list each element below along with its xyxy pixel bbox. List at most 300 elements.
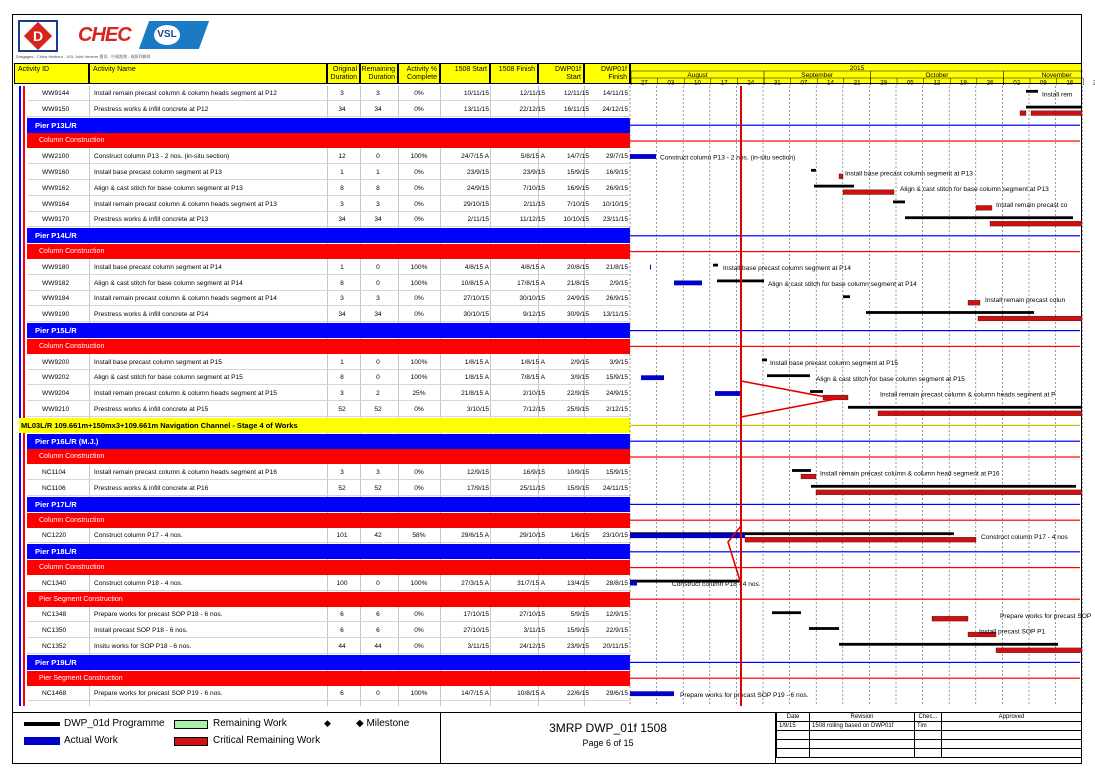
- legend-actual-swatch: [24, 737, 60, 745]
- finish-date: 16/9/15: [523, 469, 545, 477]
- finish-date: 17/8/15 A: [517, 279, 545, 287]
- chec-logo: CHEC: [78, 24, 131, 46]
- activity-id: WW9182: [42, 279, 70, 287]
- col-header-dwp-finish[interactable]: DWP01f Finish: [584, 63, 630, 84]
- legend-actual-label: Actual Work: [64, 735, 118, 746]
- activity-row[interactable]: [27, 149, 630, 164]
- dwp-finish-date: 12/9/15: [606, 611, 628, 619]
- activity-id: WW9200: [42, 358, 70, 366]
- original-duration: 44: [338, 643, 346, 650]
- wbs-name: Column Construction: [39, 453, 105, 461]
- col-header-activity-name[interactable]: Activity Name: [89, 63, 327, 84]
- activity-row[interactable]: [27, 102, 630, 117]
- dwp-finish-date: 14/11/15: [602, 90, 628, 97]
- dwp-start-date: 14/7/15: [567, 153, 589, 161]
- gantt-svg: [630, 86, 1092, 706]
- dwp-start-date: 12/11/15: [563, 90, 589, 97]
- gantt-bar: [1020, 111, 1026, 116]
- wbs-group-row[interactable]: [27, 434, 630, 449]
- remaining-duration: 3: [376, 90, 380, 97]
- activity-id: WW9210: [42, 406, 70, 413]
- activity-name: Install remain precast column & column heads segment at P16: [94, 469, 277, 477]
- timescale-week: 12: [933, 79, 941, 87]
- wbs-group-row[interactable]: [27, 323, 630, 338]
- timescale-svg: [631, 64, 1083, 85]
- activity-id: WW2100: [42, 153, 70, 161]
- activity-name: Prestress works & infill concrete at P13: [94, 216, 209, 224]
- wbs-name: Pier P18L/R: [35, 547, 77, 557]
- finish-date: 23/9/15: [523, 169, 545, 176]
- gantt-bar-label: Align & cast stitch for base column segment at P15: [816, 375, 965, 383]
- start-date: 14/7/15 A: [461, 690, 489, 698]
- gantt-group-band: [630, 441, 1080, 442]
- finish-date: 7/12/15: [523, 406, 545, 413]
- gantt-group-band: [630, 551, 1080, 552]
- activity-id: NC1340: [42, 579, 67, 587]
- dwp-finish-date: 29/7/15: [606, 153, 628, 161]
- activity-id: WW9202: [42, 374, 70, 382]
- legend-remaining-label: Remaining Work: [213, 718, 287, 729]
- original-duration: 100: [336, 579, 348, 587]
- gantt-bar-label: Install remain precast colun: [985, 296, 1066, 304]
- wbs-name: Pier P17L/R: [35, 499, 77, 509]
- remaining-duration: 34: [374, 311, 382, 319]
- dwp-start-date: 1/6/15: [570, 532, 589, 540]
- activity-name: Install base precast column segment at P15: [94, 358, 222, 366]
- gantt-bar-label: Construct column P18 - 4 nos.: [672, 581, 761, 589]
- col-header-pct-complete[interactable]: Activity % Complete: [398, 63, 440, 84]
- activity-id: NC1220: [42, 532, 67, 540]
- progress-line: [728, 381, 836, 584]
- timescale-week: 02: [1013, 79, 1021, 87]
- percent-complete: 0%: [414, 311, 424, 319]
- wbs-indent-bar: [18, 86, 27, 706]
- start-date: 21/8/15 A: [461, 390, 489, 398]
- dwp-start-date: 3/9/15: [570, 374, 589, 382]
- wbs-subgroup-row[interactable]: [27, 671, 630, 686]
- rev-description: 1508 rolling based on DWP01f: [810, 722, 915, 731]
- dwp-finish-date: 24/12/15: [602, 105, 628, 113]
- wbs-name: Pier Segment Construction: [39, 595, 123, 603]
- revision-block: [776, 712, 1082, 764]
- start-date: 24/9/15: [467, 184, 489, 192]
- activity-row[interactable]: [27, 386, 630, 401]
- wbs-stage-row[interactable]: [19, 418, 630, 433]
- rev-approved: [942, 722, 1082, 731]
- dwp-start-date: 16/9/15: [567, 184, 589, 192]
- activity-name: Align & cast stitch for base column segment at P14: [94, 279, 243, 287]
- dwp-start-date: 10/9/15: [567, 469, 589, 477]
- start-date: 10/8/15 A: [461, 279, 489, 287]
- wbs-subgroup-row[interactable]: [27, 592, 630, 607]
- finish-date: 5/8/15 A: [520, 153, 545, 161]
- start-date: 17/9/15: [467, 485, 489, 492]
- activity-row[interactable]: [27, 212, 630, 227]
- dwp-start-date: 25/9/15: [567, 406, 589, 413]
- activity-name: Align & cast stitch for base column segment at P15: [94, 374, 243, 382]
- percent-complete: 0%: [414, 295, 424, 303]
- gantt-bar-label: Construct column P13 - 2 nos. (in-situ section): [660, 154, 796, 162]
- dwp-start-date: 10/10/15: [563, 216, 589, 224]
- wbs-group-row[interactable]: [27, 497, 630, 512]
- start-date: 17/10/15: [463, 611, 489, 619]
- gantt-bar: [1031, 111, 1082, 116]
- remaining-duration: 3: [376, 200, 380, 208]
- wbs-subgroup-row[interactable]: [27, 244, 630, 259]
- gantt-bar-label: Prepare works for precast SOP P19 - 6 nos.: [680, 691, 809, 699]
- timescale-week: 31: [773, 79, 781, 87]
- gantt-bar: [792, 469, 811, 472]
- wbs-name: Column Construction: [39, 137, 105, 145]
- gantt-group-band: [630, 425, 1080, 426]
- activity-name: Install remain precast column & column heads segment at P12: [94, 90, 277, 97]
- dwp-start-date: 13/4/15: [567, 579, 589, 587]
- finish-date: 25/11/15: [519, 485, 545, 492]
- gantt-bar: [650, 265, 651, 270]
- timescale-month: August: [687, 72, 708, 79]
- remaining-duration: 52: [374, 485, 382, 492]
- activity-name: Install precast SOP P18 - 6 nos.: [94, 627, 188, 635]
- gantt-group-band: [630, 520, 1080, 521]
- col-header-dwp-start[interactable]: DWP01f Start: [538, 63, 584, 84]
- gantt-bar-label: Install remain precast co: [996, 202, 1068, 209]
- activity-id: NC1350: [42, 627, 67, 635]
- gantt-bar: [811, 169, 816, 172]
- gantt-bar: [843, 295, 850, 298]
- activity-row[interactable]: [27, 86, 630, 101]
- rev-checked: Tim: [915, 722, 942, 731]
- finish-date: 22/12/15: [519, 105, 545, 113]
- activity-name: Construct column P13 - 2 nos. (in-situ section): [94, 153, 230, 161]
- dwp-start-date: 5/9/15: [570, 611, 589, 619]
- gantt-group-band: [630, 599, 1080, 600]
- start-date: 3/11/15: [467, 643, 489, 650]
- activity-row[interactable]: [27, 607, 630, 622]
- finish-date: 2/11/15: [523, 200, 545, 208]
- activity-row[interactable]: [27, 165, 630, 180]
- remaining-duration: 0: [376, 279, 380, 287]
- activity-id: NC1104: [42, 469, 66, 477]
- activity-id: WW9162: [42, 184, 70, 192]
- finish-date: 7/10/15: [523, 184, 545, 192]
- wbs-subgroup-row[interactable]: [27, 560, 630, 575]
- legend-dwp-swatch: [24, 722, 60, 726]
- gantt-bar: [630, 533, 745, 538]
- original-duration: 34: [338, 105, 346, 113]
- timescale-header: [630, 63, 1082, 87]
- gantt-bar: [811, 485, 1076, 488]
- gantt-bar: [932, 616, 968, 621]
- dwp-start-date: 24/9/15: [567, 295, 589, 303]
- remaining-duration: 0: [376, 374, 380, 382]
- start-date: 29/6/15 A: [461, 532, 489, 540]
- wbs-group-row[interactable]: [27, 118, 630, 133]
- timescale-week: 17: [720, 79, 728, 87]
- dwp-finish-date: 16/9/15: [606, 169, 628, 176]
- gantt-bar-label: Install base precast column segment at P14: [723, 265, 851, 273]
- gantt-bar-label: Install remain precast column & column head segment at P16: [820, 470, 1000, 478]
- gantt-bar: [630, 691, 674, 696]
- activity-name: Prestress works & infill concrete at P16: [94, 485, 209, 492]
- start-date: 10/11/15: [463, 90, 489, 97]
- remaining-duration: 8: [376, 184, 380, 192]
- gantt-bar: [816, 490, 1082, 495]
- percent-complete: 0%: [414, 184, 424, 192]
- original-duration: 1: [340, 263, 344, 271]
- wbs-name: Pier Segment Construction: [39, 674, 123, 682]
- original-duration: 34: [338, 216, 346, 224]
- gantt-bar: [848, 406, 1082, 409]
- activity-name: Prestress works & infill concrete at P12: [94, 105, 209, 113]
- timescale-week: 09: [1039, 79, 1047, 87]
- rev-date: 1/9/15: [777, 722, 810, 731]
- remaining-duration: 2: [376, 390, 380, 398]
- wbs-name: Pier P14L/R: [35, 231, 77, 241]
- rev-header-date: Date: [777, 713, 810, 722]
- dwp-finish-date: 2/9/15: [609, 279, 628, 287]
- original-duration: 12: [338, 153, 346, 161]
- original-duration: 8: [340, 374, 344, 382]
- legend-remaining-swatch: [174, 720, 208, 729]
- remaining-duration: 44: [374, 643, 382, 650]
- rev-header-checked: Chec...: [915, 713, 942, 722]
- legend-dwp-label: DWP_01d Programme: [64, 718, 165, 729]
- remaining-duration: 6: [376, 627, 380, 635]
- col-header-activity-id[interactable]: Activity ID: [14, 63, 89, 84]
- dwp-finish-date: 24/9/15: [606, 390, 628, 398]
- finish-date: 10/8/15 A: [517, 690, 545, 698]
- dwp-finish-date: 15/9/15: [606, 374, 628, 382]
- activity-name: Insitu works for SOP P18 - 6 nos.: [94, 643, 192, 650]
- timescale-week: 27: [640, 79, 648, 87]
- gantt-bar: [968, 300, 980, 305]
- activity-row[interactable]: [27, 402, 630, 417]
- activity-row[interactable]: [27, 181, 630, 196]
- col-header-start[interactable]: 1508 Start: [440, 63, 490, 84]
- remaining-duration: 42: [374, 532, 382, 540]
- gantt-bar-label: Align & cast stitch for base column segment at P14: [768, 281, 917, 288]
- percent-complete: 100%: [410, 358, 428, 366]
- wbs-name: Column Construction: [39, 248, 105, 255]
- original-duration: 6: [340, 611, 344, 619]
- dwp-finish-date: 3/9/15: [609, 358, 628, 366]
- gantt-group-band: [630, 678, 1080, 679]
- gantt-bar: [905, 216, 1073, 219]
- start-date: 27/10/15: [463, 627, 489, 635]
- start-date: 4/8/15 A: [464, 263, 489, 271]
- dwp-finish-date: 13/11/15: [602, 311, 628, 319]
- original-duration: 3: [340, 390, 344, 398]
- original-duration: 8: [340, 279, 344, 287]
- gantt-group-band: [630, 330, 1080, 331]
- start-date: 30/10/15: [463, 311, 489, 319]
- start-date: 27/10/15: [463, 295, 489, 303]
- original-duration: 6: [340, 690, 344, 698]
- remaining-duration: 0: [376, 358, 380, 366]
- percent-complete: 0%: [414, 90, 424, 97]
- dwp-start-date: 22/9/15: [567, 390, 589, 398]
- dwp-finish-date: 23/10/15: [602, 532, 628, 540]
- gantt-bar: [630, 581, 637, 586]
- wbs-subgroup-row[interactable]: [27, 513, 630, 528]
- activity-id: WW9190: [42, 311, 70, 319]
- dragages-logo: D: [18, 20, 58, 52]
- finish-date: 9/12/15: [523, 311, 545, 319]
- gantt-group-band: [630, 504, 1080, 505]
- gantt-bar: [762, 359, 767, 362]
- gantt-bar: [1026, 106, 1082, 109]
- start-date: 13/11/15: [463, 105, 489, 113]
- gantt-bar: [641, 375, 664, 380]
- activity-row[interactable]: [27, 260, 630, 275]
- timescale-week: 26: [986, 79, 994, 87]
- activity-table: [21, 86, 630, 706]
- activity-row[interactable]: [27, 623, 630, 638]
- percent-complete: 0%: [414, 627, 424, 635]
- dwp-finish-date: 20/11/15: [602, 643, 628, 650]
- timescale-week: 07: [800, 79, 808, 87]
- col-header-orig-duration[interactable]: Original Duration: [327, 63, 360, 84]
- gantt-bar: [990, 221, 1082, 226]
- activity-row[interactable]: [27, 197, 630, 212]
- activity-row[interactable]: [27, 576, 630, 591]
- dwp-finish-date: 23/11/15: [602, 216, 628, 224]
- gantt-group-band: [630, 140, 1080, 141]
- gantt-bar: [996, 648, 1082, 653]
- activity-name: Prestress works & infill concrete at P15: [94, 406, 209, 413]
- start-date: 29/10/15: [463, 200, 489, 208]
- col-header-rem-duration[interactable]: Remaining Duration: [360, 63, 398, 84]
- finish-date: 11/12/15: [519, 216, 545, 224]
- gantt-bar: [878, 411, 1082, 416]
- dwp-start-date: 7/10/15: [567, 200, 589, 208]
- activity-name: Install remain precast column & column heads segment at P14: [94, 295, 277, 303]
- timescale-month: October: [925, 72, 949, 79]
- remaining-duration: 6: [376, 611, 380, 619]
- gantt-group-band: [630, 125, 1080, 126]
- activity-row[interactable]: [27, 639, 630, 654]
- gantt-bar-label: Install remain precast column & column heads segment at P: [880, 391, 1056, 399]
- wbs-group-row[interactable]: [27, 228, 630, 243]
- start-date: 1/8/15 A: [464, 374, 489, 382]
- original-duration: 1: [340, 169, 344, 176]
- activity-name: Construct column P18 - 4 nos.: [94, 579, 183, 587]
- activity-row[interactable]: [27, 307, 630, 322]
- original-duration: 34: [338, 311, 346, 319]
- rev-header-revision: Revision: [810, 713, 915, 722]
- timescale-week: 19: [960, 79, 967, 87]
- remaining-duration: 0: [376, 263, 380, 271]
- percent-complete: 0%: [414, 406, 424, 413]
- percent-complete: 100%: [410, 690, 428, 698]
- finish-date: 27/10/15: [519, 611, 545, 619]
- activity-row[interactable]: [27, 465, 630, 480]
- activity-id: NC1348: [42, 611, 67, 619]
- remaining-duration: 34: [374, 105, 382, 113]
- gantt-bar: [674, 281, 702, 286]
- dwp-finish-date: 15/9/15: [606, 469, 628, 477]
- activity-name: Construct column P17 - 4 nos.: [94, 532, 183, 540]
- activity-name: Align & cast stitch for base column segment at P13: [94, 184, 243, 192]
- dwp-finish-date: 22/9/15: [606, 627, 628, 635]
- start-date: 2/11/15: [467, 216, 489, 224]
- vsl-logo: VSL: [144, 21, 204, 49]
- timescale-week: 03: [667, 79, 675, 87]
- legend-critical-swatch: [174, 737, 208, 746]
- wbs-subgroup-row[interactable]: [27, 133, 630, 148]
- dwp-start-date: 22/6/15: [567, 690, 589, 698]
- dwp-start-date: 30/9/15: [567, 311, 589, 319]
- dwp-finish-date: 26/9/15: [606, 295, 628, 303]
- gantt-bar: [713, 264, 718, 267]
- activity-row[interactable]: [27, 291, 630, 306]
- rev-header-approved: Approved: [942, 713, 1082, 722]
- gantt-bar: [978, 316, 1082, 321]
- activity-row[interactable]: [27, 528, 630, 543]
- gantt-bar: [630, 154, 656, 159]
- percent-complete: 100%: [410, 153, 428, 161]
- gantt-group-band: [630, 251, 1080, 252]
- gantt-group-band: [630, 567, 1080, 568]
- dwp-start-date: 15/9/15: [567, 169, 589, 176]
- wbs-group-row[interactable]: [27, 544, 630, 559]
- percent-complete: 58%: [412, 532, 426, 540]
- wbs-group-row[interactable]: [27, 655, 630, 670]
- wbs-subgroup-row[interactable]: [27, 449, 630, 464]
- timescale-week: 24: [747, 79, 755, 87]
- activity-row[interactable]: [27, 276, 630, 291]
- remaining-duration: 0: [376, 153, 380, 161]
- percent-complete: 100%: [410, 374, 428, 382]
- percent-complete: 0%: [414, 611, 424, 619]
- wbs-subgroup-row[interactable]: [27, 339, 630, 354]
- finish-date: 1/8/15 A: [520, 358, 545, 366]
- activity-name: Install base precast column segment at P13: [94, 169, 222, 176]
- activity-name: Prestress works & infill concrete at P14: [94, 311, 209, 319]
- dwp-finish-date: 2/12/15: [606, 406, 628, 413]
- original-duration: 3: [340, 90, 344, 97]
- start-date: 12/9/15: [467, 469, 489, 477]
- col-header-finish[interactable]: 1508 Finish: [490, 63, 538, 84]
- activity-id: NC1468: [42, 690, 67, 698]
- gantt-bar-label: Install rem: [1042, 91, 1073, 99]
- percent-complete: 0%: [414, 216, 424, 224]
- wbs-name: Column Construction: [39, 516, 105, 524]
- remaining-duration: 0: [376, 690, 380, 698]
- finish-date: 29/10/15: [519, 532, 545, 540]
- original-duration: 3: [340, 469, 344, 477]
- gantt-bar-label: Install base precast column segment at P13: [845, 170, 973, 178]
- start-date: 3/10/15: [467, 406, 489, 413]
- gantt-bar: [745, 537, 976, 542]
- gantt-group-band: [630, 235, 1080, 236]
- activity-row[interactable]: [27, 481, 630, 496]
- remaining-duration: 34: [374, 216, 382, 224]
- dwp-start-date: 15/9/15: [567, 485, 589, 492]
- dwp-finish-date: 10/10/15: [602, 200, 628, 208]
- activity-row[interactable]: [27, 686, 630, 701]
- dwp-start-date: 23/9/15: [567, 643, 589, 650]
- timescale-month: September: [801, 72, 834, 79]
- activity-row[interactable]: [27, 355, 630, 370]
- percent-complete: 0%: [414, 469, 424, 477]
- original-duration: 3: [340, 295, 344, 303]
- activity-id: NC1106: [42, 485, 66, 492]
- wbs-name: Pier P16L/R (M.J.): [35, 436, 99, 446]
- remaining-duration: 0: [376, 579, 380, 587]
- percent-complete: 100%: [410, 579, 428, 587]
- activity-row[interactable]: [27, 370, 630, 385]
